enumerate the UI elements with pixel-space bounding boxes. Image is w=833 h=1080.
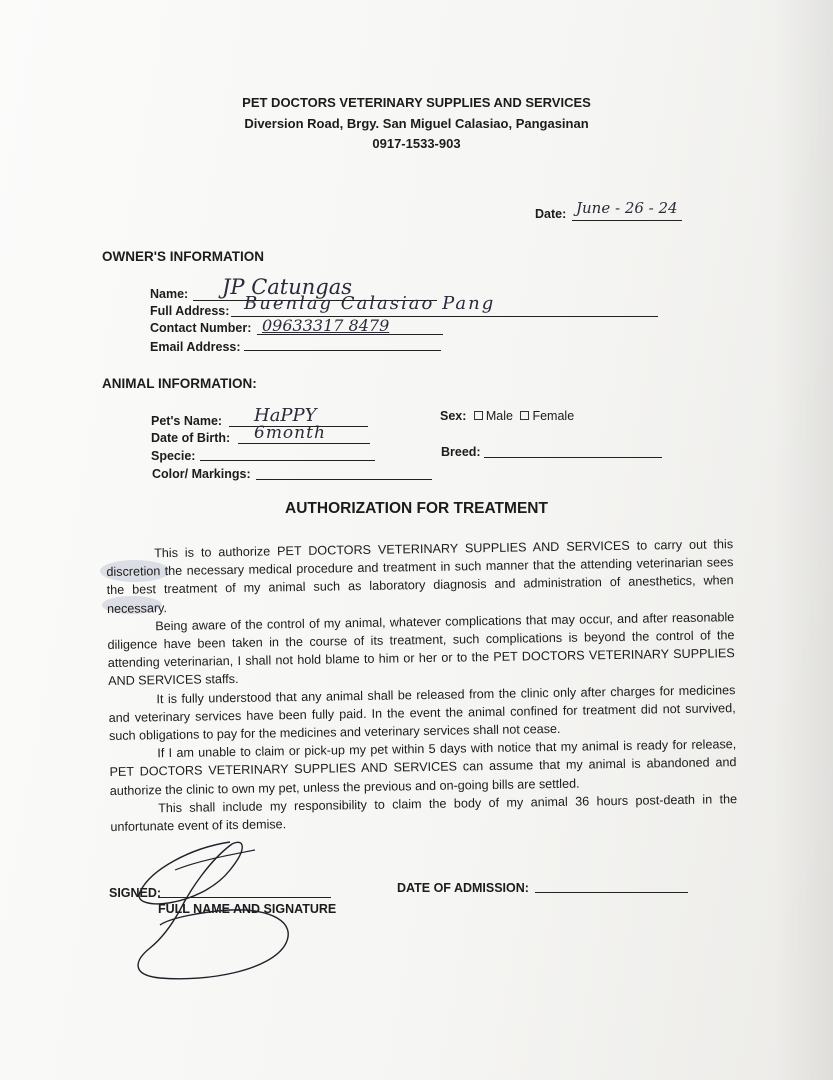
dob-label: Date of Birth: [151,431,231,445]
owner-email-line[interactable] [244,350,441,351]
authorization-paragraph: This shall include my responsibility to claim the body of my animal 36 hours post-death in the unfortunate event of its demise. [110,791,738,835]
handwritten-signature [120,830,310,990]
authorization-paragraph: If I am unable to claim or pick-up my pet within 5 days with notice that my animal is ready for release, PET DOCTORS VETERINARY SUPPLIES AND SERVICES can assume that my animal is abandoned and authorize the clinic to own my pet, unless the previous and on-going bills are settled. [109,737,737,798]
dob-line [238,443,370,444]
authorization-title: AUTHORIZATION FOR TREATMENT [285,500,548,517]
business-phone: 0917-1533-903 [372,136,461,151]
male-checkbox[interactable] [474,411,483,420]
breed-label: Breed: [441,445,481,459]
male-option-label: Male [485,409,513,423]
owner-address-label: Full Address: [150,304,230,318]
business-name: PET DOCTORS VETERINARY SUPPLIES AND SERVICES [242,95,591,110]
business-address: Diversion Road, Brgy. San Miguel Calasiao, Pangasinan [244,116,589,131]
owner-name-value[interactable]: JP Catungas [222,275,353,299]
date-value[interactable]: June - 26 - 24 [576,199,678,217]
female-option-label: Female [532,409,575,423]
owner-contact-label: Contact Number: [150,321,252,335]
signed-label: SIGNED: [109,886,162,900]
dob-value[interactable]: 6month [254,423,326,443]
admission-label: DATE OF ADMISSION: [397,881,529,895]
breed-line[interactable] [484,457,662,458]
signature-caption: FULL NAME AND SIGNATURE [158,902,337,916]
authorization-paragraph: Being aware of the control of my animal, whatever complications that may occur, and after reasonable diligence have been taken in the course of its treatment, such complications is beyond the control of the attending veterinarian, I shall not hold blame to him or her or to the PET DOCTORS VETERINARY SUPPLIES AND SERVICES staffs. [107,609,735,689]
species-label: Specie: [151,449,196,463]
sex-field [440,409,574,423]
sex-label: Sex: [440,409,467,423]
authorization-paragraph: This is to authorize PET DOCTORS VETERINARY SUPPLIES AND SERVICES to carry out this discretion the necessary medical procedure and treatment in such manner that the attending veterinarian sees the best treatment of my animal such as laboratory diagnosis and administration of anesthetics, when necessary. [106,537,734,616]
owner-address-value[interactable]: Buenlag Calasiao Pang [244,293,496,314]
pet-name-label: Pet's Name: [151,414,223,428]
page-edge-shadow [773,0,833,1080]
owner-email-label: Email Address: [150,340,241,354]
color-line[interactable] [256,479,432,480]
date-label: Date: [535,207,567,221]
owner-name-label: Name: [150,287,189,301]
animal-section-title: ANIMAL INFORMATION: [102,376,257,391]
female-checkbox[interactable] [520,411,529,420]
date-line [572,220,682,221]
owner-contact-value[interactable]: 09633317 8479 [262,316,390,335]
owner-section-title: OWNER'S INFORMATION [102,249,264,264]
pet-name-value[interactable]: HaPPY [254,405,317,426]
authorization-paragraph: It is fully understood that any animal shall be released from the clinic only after charges for medicines and veterinary services have been fully paid. In the event the animal confined for treatment did not survived, such obligations to pay for the medicines and veterinary services shall not cease. [108,682,736,744]
species-line[interactable] [200,460,375,461]
color-label: Color/ Markings: [152,467,251,481]
authorization-body [106,535,737,836]
admission-line[interactable] [535,892,688,893]
